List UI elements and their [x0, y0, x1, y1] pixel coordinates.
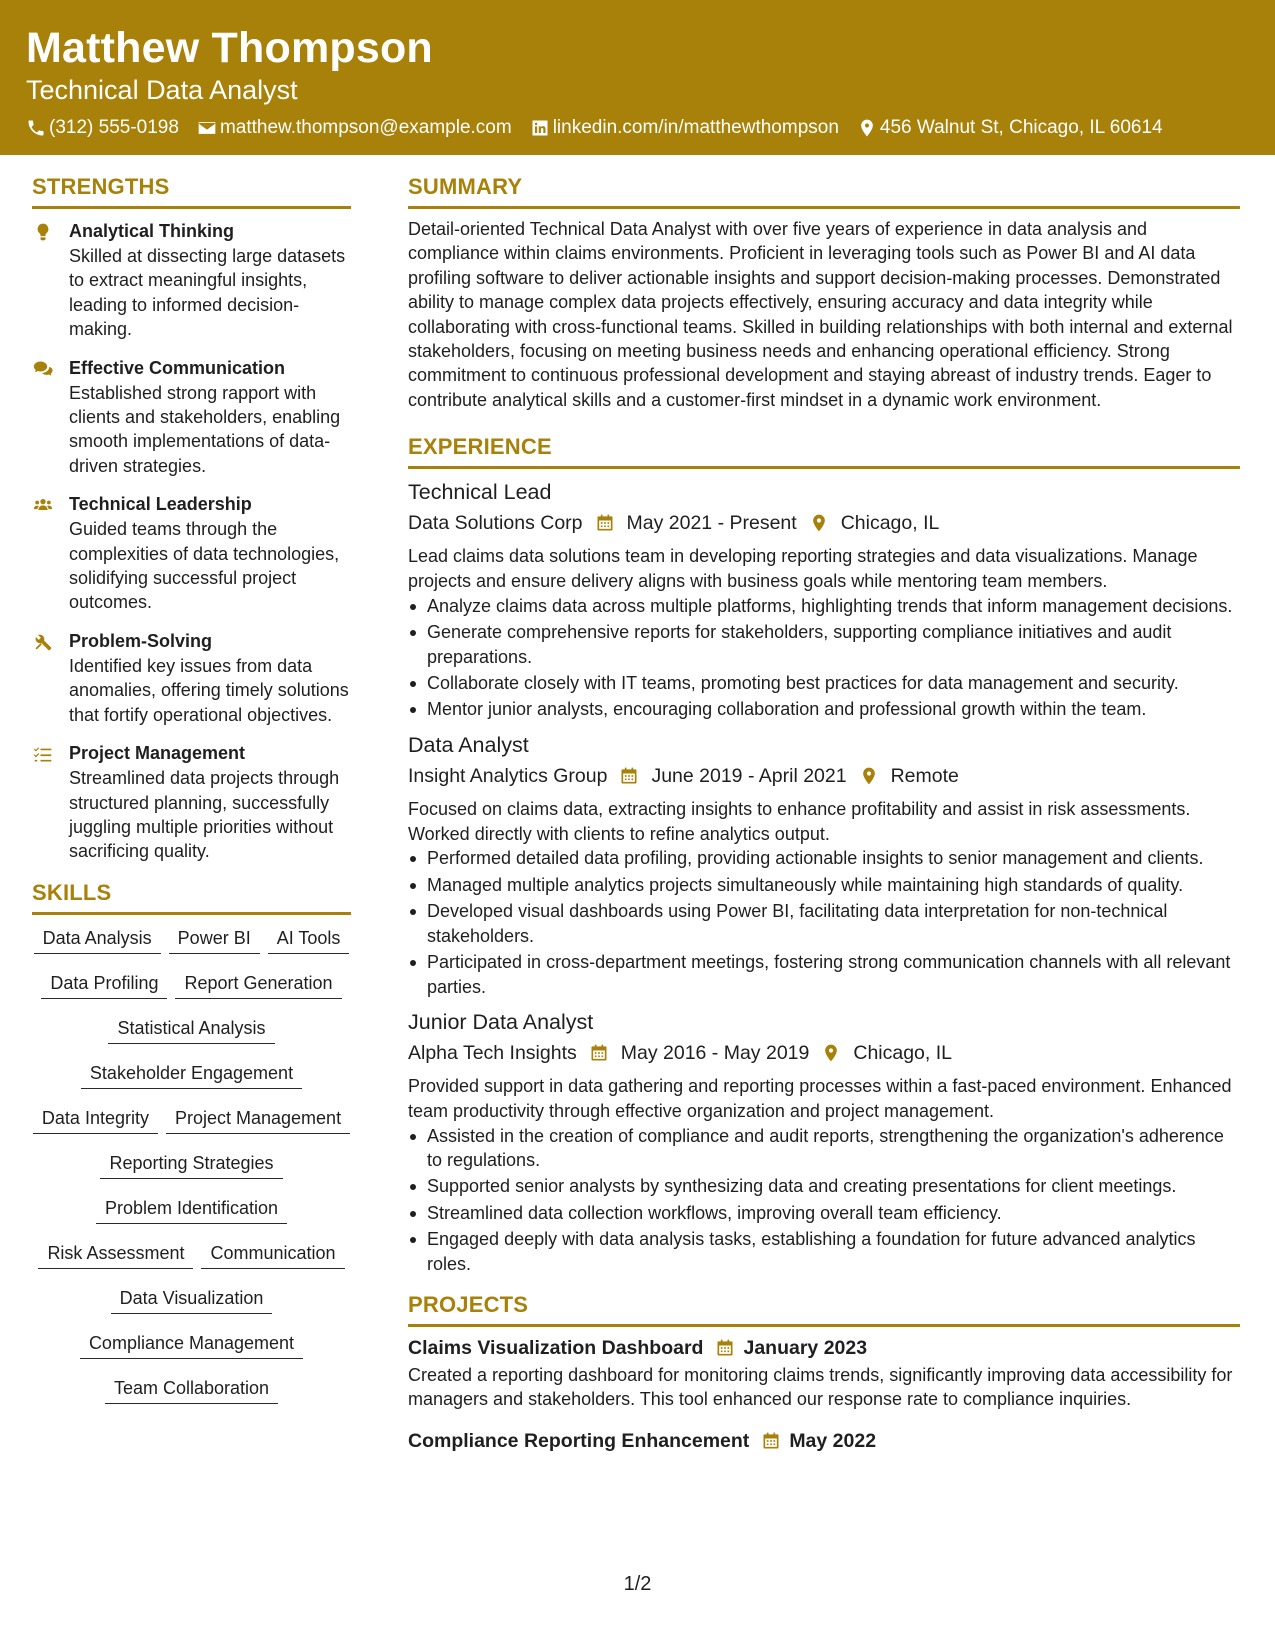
job-entry: [408, 1007, 1240, 1276]
phone-text: (312) 555-0198: [49, 117, 179, 138]
calendar-icon: [715, 1338, 735, 1358]
project-entry: [408, 1426, 1240, 1456]
strength-desc: Streamlined data projects through structured planning, successfully juggling multiple priorities without sacrificing quality.: [69, 768, 340, 862]
skill-tag: Data Visualization: [111, 1286, 273, 1314]
address-text: 456 Walnut St, Chicago, IL 60614: [879, 117, 1163, 138]
contact-address: [857, 116, 1163, 140]
strength-desc: Skilled at dissecting large datasets to extract meaningful insights, leading to informed decision-making.: [69, 246, 346, 340]
job-company: Data Solutions Corp: [408, 512, 583, 535]
strengths-section: [32, 172, 351, 864]
candidate-name: Matthew Thompson: [26, 24, 433, 72]
list-item: Engaged deeply with data analysis tasks, establishing a foundation for future advanced analytics roles.: [408, 1227, 1240, 1276]
comments-icon: [32, 359, 54, 379]
strength-item: [32, 492, 351, 615]
contact-email[interactable]: [197, 116, 512, 140]
list-item: Developed visual dashboards using Power BI, facilitating data interpretation for non-technical stakeholders.: [408, 899, 1240, 948]
job-title: Data Analyst: [408, 732, 529, 757]
project-heading: [408, 1426, 1240, 1456]
skill-tag: Stakeholder Engagement: [81, 1061, 302, 1089]
list-item: Managed multiple analytics projects simultaneously while maintaining high standards of quality.: [408, 873, 1240, 897]
calendar-icon: [619, 766, 639, 786]
left-column: [32, 172, 351, 1421]
project-heading: [408, 1333, 1240, 1363]
linkedin-icon: [530, 118, 550, 138]
skill-tag: Power BI: [169, 926, 260, 954]
project-date: January 2023: [743, 1336, 868, 1359]
job-location: Remote: [890, 764, 959, 787]
skill-tag: Data Analysis: [34, 926, 161, 954]
job-description: Provided support in data gathering and reporting processes within a fast-paced environment. Enhanced team productivity through effective organization and project management.: [408, 1075, 1232, 1121]
strength-item: [32, 219, 351, 342]
project-entry: [408, 1333, 1240, 1412]
job-dates: June 2019 - April 2021: [651, 764, 847, 787]
section-title-skills: SKILLS: [32, 879, 112, 905]
contact-bar: [26, 116, 1275, 140]
skill-tag: Risk Assessment: [38, 1241, 193, 1269]
skill-tag: AI Tools: [268, 926, 350, 954]
job-title: Junior Data Analyst: [408, 1009, 594, 1034]
section-divider: [32, 206, 351, 209]
candidate-role: Technical Data Analyst: [26, 75, 298, 105]
job-description: Focused on claims data, extracting insights to enhance profitability and assist in risk assessments. Worked directly with clients to refine analytics output.: [408, 798, 1191, 844]
experience-section: [408, 432, 1240, 1276]
map-pin-icon: [859, 766, 879, 786]
strength-title: Effective Communication: [69, 357, 286, 378]
skill-tag: Communication: [201, 1241, 344, 1269]
list-item: Assisted in the creation of compliance and audit reports, strengthening the organization's adherence to regulations.: [408, 1124, 1240, 1173]
map-pin-icon: [857, 118, 877, 138]
job-meta: [408, 1038, 1240, 1068]
phone-icon: [26, 118, 46, 138]
strength-desc: Guided teams through the complexities of data technologies, solidifying successful project outcomes.: [69, 519, 340, 613]
strength-item: [32, 356, 351, 479]
job-location: Chicago, IL: [853, 1041, 953, 1064]
list-item: Mentor junior analysts, encouraging collaboration and professional growth within the team.: [408, 697, 1240, 721]
list-item: Analyze claims data across multiple platforms, highlighting trends that inform management decisions.: [408, 594, 1240, 618]
map-pin-icon: [821, 1043, 841, 1063]
project-title: Compliance Reporting Enhancement: [408, 1429, 750, 1452]
section-title-projects: PROJECTS: [408, 1291, 529, 1317]
skill-tag: Data Profiling: [41, 971, 167, 999]
email-text: matthew.thompson@example.com: [219, 117, 512, 138]
calendar-icon: [761, 1431, 781, 1451]
section-divider: [408, 466, 1240, 469]
skills-section: [32, 878, 351, 1421]
skill-tag: Project Management: [166, 1106, 350, 1134]
section-title-summary: SUMMARY: [408, 174, 523, 199]
job-description: Lead claims data solutions team in developing reporting strategies and data visualizations. Manage projects and ensure delivery aligns with business goals while mentoring team members.: [408, 546, 1198, 592]
projects-section: [408, 1290, 1240, 1456]
skill-tag: Compliance Management: [80, 1331, 303, 1359]
job-bullets: [408, 1124, 1240, 1276]
job-entry: [408, 730, 1240, 999]
strength-title: Technical Leadership: [69, 494, 252, 515]
contact-linkedin[interactable]: [530, 116, 839, 140]
task-list-icon: [32, 744, 54, 764]
list-item: Participated in cross-department meetings, fostering strong communication channels with all relevant parties.: [408, 950, 1240, 999]
job-company: Alpha Tech Insights: [408, 1041, 577, 1064]
contact-phone[interactable]: [26, 116, 179, 140]
skill-tag: Statistical Analysis: [108, 1016, 274, 1044]
strength-item: [32, 741, 351, 864]
job-entry: [408, 477, 1240, 722]
job-location: Chicago, IL: [840, 512, 940, 535]
job-bullets: [408, 594, 1240, 722]
job-meta: [408, 508, 1240, 538]
skill-tag: Report Generation: [175, 971, 341, 999]
skill-tag: Reporting Strategies: [100, 1151, 282, 1179]
section-title-strengths: STRENGTHS: [32, 174, 170, 199]
list-item: Generate comprehensive reports for stakeholders, supporting compliance initiatives and audit preparations.: [408, 620, 1240, 669]
strength-item: [32, 629, 351, 727]
job-bullets: [408, 846, 1240, 998]
job-dates: May 2021 - Present: [626, 512, 797, 535]
summary-text: Detail-oriented Technical Data Analyst with over five years of experience in data analysis and compliance within claims environments. Proficient in leveraging tools such as Power BI and AI data profiling software to deliver actionable insights and support decision-making processes. Demonstrated ability to manage complex data projects effectively, ensuring accuracy and data integrity while collaborating with cross-functional teams. Skilled in building relationships with both internal and external stakeholders, focusing on meeting business needs and enhancing operational efficiency. Strong commitment to continuous professional development and staying abreast of industry trends. Eager to contribute analytical skills and a customer-first mindset in a dynamic work environment.: [408, 219, 1233, 410]
project-date: May 2022: [789, 1429, 877, 1452]
summary-section: [408, 172, 1240, 412]
job-dates: May 2016 - May 2019: [620, 1041, 810, 1064]
calendar-icon: [589, 1043, 609, 1063]
map-pin-icon: [809, 513, 829, 533]
section-title-experience: EXPERIENCE: [408, 434, 552, 460]
strength-title: Analytical Thinking: [69, 221, 235, 241]
strength-title: Problem-Solving: [69, 630, 213, 651]
skills-list: [32, 926, 351, 1421]
resume-header: [0, 0, 1275, 155]
page-number: 1/2: [623, 1573, 652, 1595]
job-company: Insight Analytics Group: [408, 764, 608, 787]
skill-tag: Problem Identification: [96, 1196, 287, 1224]
list-item: Collaborate closely with IT teams, promoting best practices for data management and security.: [408, 671, 1240, 695]
strength-desc: Identified key issues from data anomalies, offering timely solutions that fortify operational objectives.: [69, 655, 349, 725]
list-item: Supported senior analysts by synthesizing data and creating presentations for client meetings.: [408, 1174, 1240, 1198]
users-icon: [32, 495, 54, 515]
list-item: Performed detailed data profiling, providing actionable insights to senior management and clients.: [408, 846, 1240, 870]
project-description: Created a reporting dashboard for monitoring claims trends, significantly improving data accessibility for managers and stakeholders. This tool enhanced our response rate to compliance inquiries.: [408, 1364, 1233, 1410]
job-title: Technical Lead: [408, 480, 552, 505]
section-divider: [408, 1324, 1240, 1327]
section-divider: [408, 206, 1240, 209]
strength-desc: Established strong rapport with clients and stakeholders, enabling smooth implementations of data-driven strategies.: [69, 382, 341, 476]
right-column: [408, 172, 1240, 1456]
skill-tag: Team Collaboration: [105, 1376, 278, 1404]
strength-title: Project Management: [69, 743, 246, 764]
project-title: Claims Visualization Dashboard: [408, 1336, 704, 1359]
linkedin-text: linkedin.com/in/matthewthompson: [552, 117, 839, 138]
lightbulb-icon: [32, 222, 54, 242]
section-divider: [32, 912, 351, 915]
list-item: Streamlined data collection workflows, improving overall team efficiency.: [408, 1201, 1240, 1225]
job-meta: [408, 761, 1240, 791]
calendar-icon: [595, 513, 615, 533]
envelope-icon: [197, 118, 217, 138]
tools-icon: [32, 632, 54, 652]
skill-tag: Data Integrity: [33, 1106, 158, 1134]
